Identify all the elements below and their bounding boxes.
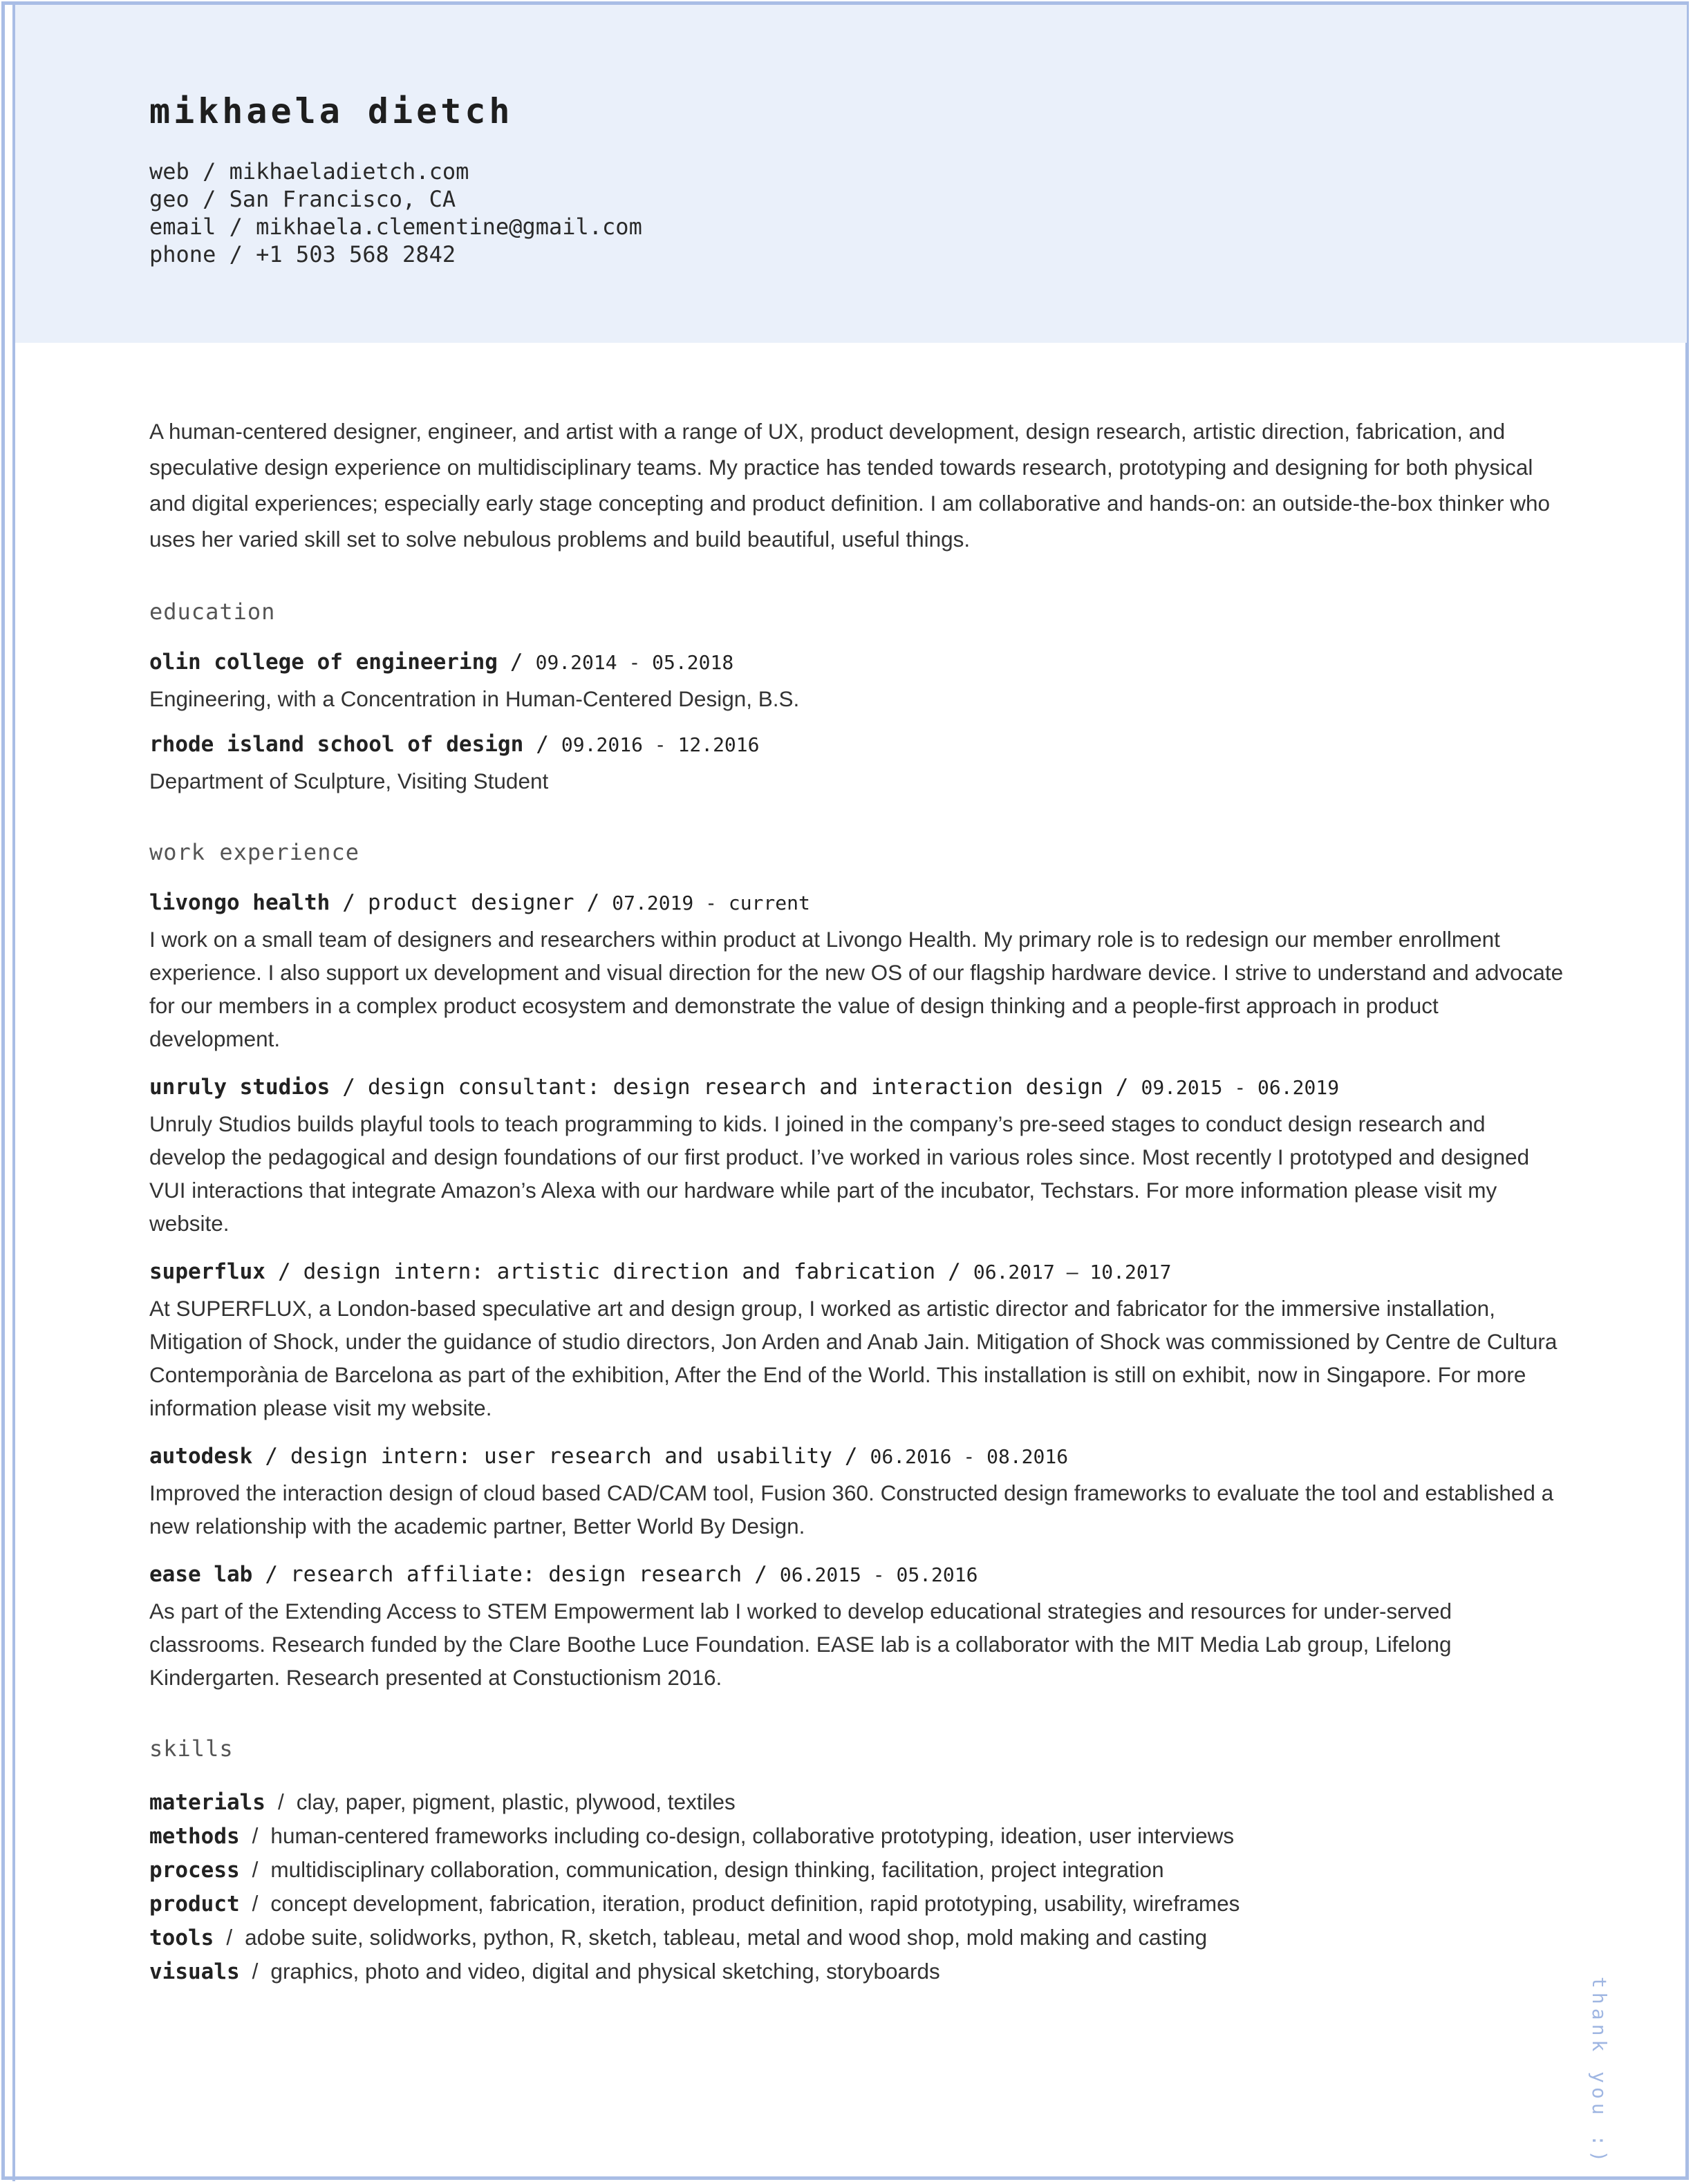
summary-paragraph: A human-centered designer, engineer, and artist with a range of UX, product development, design research, artistic direction, fabrication, and speculative design experience on multidisciplinary teams. My practice has tended towards research, prototyping and designing for both physical and digital experiences; especially early stage concepting and product definition. I am collaborative and hands-on: an outside-the-box thinker who uses her varied skill set to solve nebulous problems and build beautiful, useful things. [149,419,1550,552]
contact-block [149,158,642,268]
skill-value: clay, paper, pigment, plastic, plywood, textiles [296,1789,736,1814]
skill-value: adobe suite, solidworks, python, R, sketch, tableau, metal and wood shop, mold making and casting [245,1925,1208,1950]
separator: / [948,1259,961,1284]
work-entry-head [149,889,1566,917]
skill-name: process [149,1858,240,1883]
separator: / [252,1959,259,1984]
education-org: olin college of engineering [149,650,498,675]
separator: / [536,732,549,757]
contact-web[interactable]: web / mikhaeladietch.com [149,158,469,185]
skill-value: graphics, photo and video, digital and physical sketching, storyboards [270,1959,940,1984]
separator: / [277,1259,291,1284]
work-description: Improved the interaction design of cloud based CAD/CAM tool, Fusion 360. Constructed design frameworks to evaluate the tool and established a new relationship with the academic partner, Better World By Design. [149,1480,1554,1538]
education-description: Department of Sculpture, Visiting Student [149,769,549,793]
work-role: design intern: artistic direction and fabrication [303,1259,936,1284]
work-dates: 09.2015 - 06.2019 [1141,1076,1340,1099]
skill-name: materials [149,1790,265,1815]
work-org: livongo health [149,890,330,915]
section-title-skills: skills [149,1735,234,1762]
separator: / [509,650,523,675]
skill-row [149,1819,1566,1853]
skill-name: methods [149,1824,240,1849]
work-org: superflux [149,1259,265,1284]
work-dates: 06.2017 – 10.2017 [973,1261,1172,1283]
education-description: Engineering, with a Concentration in Human-Centered Design, B.S. [149,686,800,711]
work-org: ease lab [149,1562,253,1587]
separator: / [226,1925,233,1950]
separator: / [265,1562,278,1587]
resume-body [149,413,1566,1988]
separator: / [252,1823,259,1848]
education-entry-head [149,731,1566,759]
section-title-work: work experience [149,839,359,865]
separator: / [252,1891,259,1916]
skill-row [149,1921,1566,1955]
work-description: At SUPERFLUX, a London-based speculative art and design group, I worked as artistic director and fabricator for the immersive installation, Mitigation of Shock, under the guidance of studio directors, Jon Arden and Anab Jain. Mitigation of Shock was commissioned by Centre de Cultura Contemporània de Barcelona as part of the exhibition, After the End of the World. This installation is still on exhibit, now in Singapore. For more information please visit my website. [149,1296,1558,1420]
separator: / [1115,1075,1129,1100]
skill-value: human-centered frameworks including co-design, collaborative prototyping, ideation, user interviews [270,1823,1235,1848]
education-dates: 09.2016 - 12.2016 [561,733,760,756]
separator: / [586,890,600,915]
skill-name: product [149,1892,240,1917]
thank-you-note: thank you :) [1588,1977,1611,2167]
work-role: design consultant: design research and interaction design [367,1075,1103,1100]
skill-name: tools [149,1926,214,1950]
work-dates: 07.2019 - current [612,892,810,914]
section-title-education: education [149,599,276,625]
education-entry-head [149,648,1566,677]
education-org: rhode island school of design [149,732,524,757]
education-dates: 09.2014 - 05.2018 [535,651,734,674]
separator: / [277,1789,284,1814]
work-description: As part of the Extending Access to STEM Empowerment lab I worked to develop educational strategies and resources for under-served classrooms. Research funded by the Clare Boothe Luce Foundation. EASE lab is a collaborator with the MIT Media Lab group, Lifelong Kindergarten. Research presented at Constuctionism 2016. [149,1599,1452,1690]
skill-row [149,1785,1566,1819]
work-description: Unruly Studios builds playful tools to teach programming to kids. I joined in the company’s pre-seed stages to conduct design research and develop the pedagogical and design foundations of our first product. I’ve worked in various roles since. Most recently I prototyped and designed VUI interactions that integrate Amazon’s Alexa with our hardware while part of the incubator, Techstars. For more information please visit my website. [149,1111,1530,1236]
separator: / [265,1444,278,1469]
work-description: I work on a small team of designers and researchers within product at Livongo Health. My primary role is to redesign our member enrollment experience. I also support ux development and visual direction for the new OS of our flagship hardware device. I strive to understand and advocate for our members in a complex product ecosystem and demonstrate the value of design thinking and a people-first approach in product development. [149,927,1564,1051]
resume-name: mikhaela dietch [149,91,514,131]
work-dates: 06.2016 - 08.2016 [870,1445,1069,1468]
work-entry-head [149,1442,1566,1471]
skill-row [149,1955,1566,1988]
skill-name: visuals [149,1959,240,1984]
work-entry-head [149,1561,1566,1589]
separator: / [844,1444,858,1469]
work-org: unruly studios [149,1075,330,1100]
work-dates: 06.2015 - 05.2016 [779,1563,978,1586]
contact-phone[interactable]: phone / +1 503 568 2842 [149,241,456,267]
skill-row [149,1853,1566,1887]
work-org: autodesk [149,1444,253,1469]
contact-geo: geo / San Francisco, CA [149,186,456,212]
separator: / [252,1857,259,1882]
work-role: product designer [367,890,574,915]
skill-value: multidisciplinary collaboration, communication, design thinking, facilitation, project integration [270,1857,1164,1882]
separator: / [342,1075,355,1100]
work-entry-head [149,1073,1566,1102]
skill-row [149,1887,1566,1921]
separator: / [754,1562,767,1587]
work-role: design intern: user research and usability [290,1444,832,1469]
contact-email[interactable]: email / mikhaela.clementine@gmail.com [149,214,642,240]
skill-value: concept development, fabrication, iteration, product definition, rapid prototyping, usability, wireframes [270,1891,1240,1916]
work-entry-head [149,1258,1566,1286]
separator: / [342,890,355,915]
work-role: research affiliate: design research [290,1562,742,1587]
